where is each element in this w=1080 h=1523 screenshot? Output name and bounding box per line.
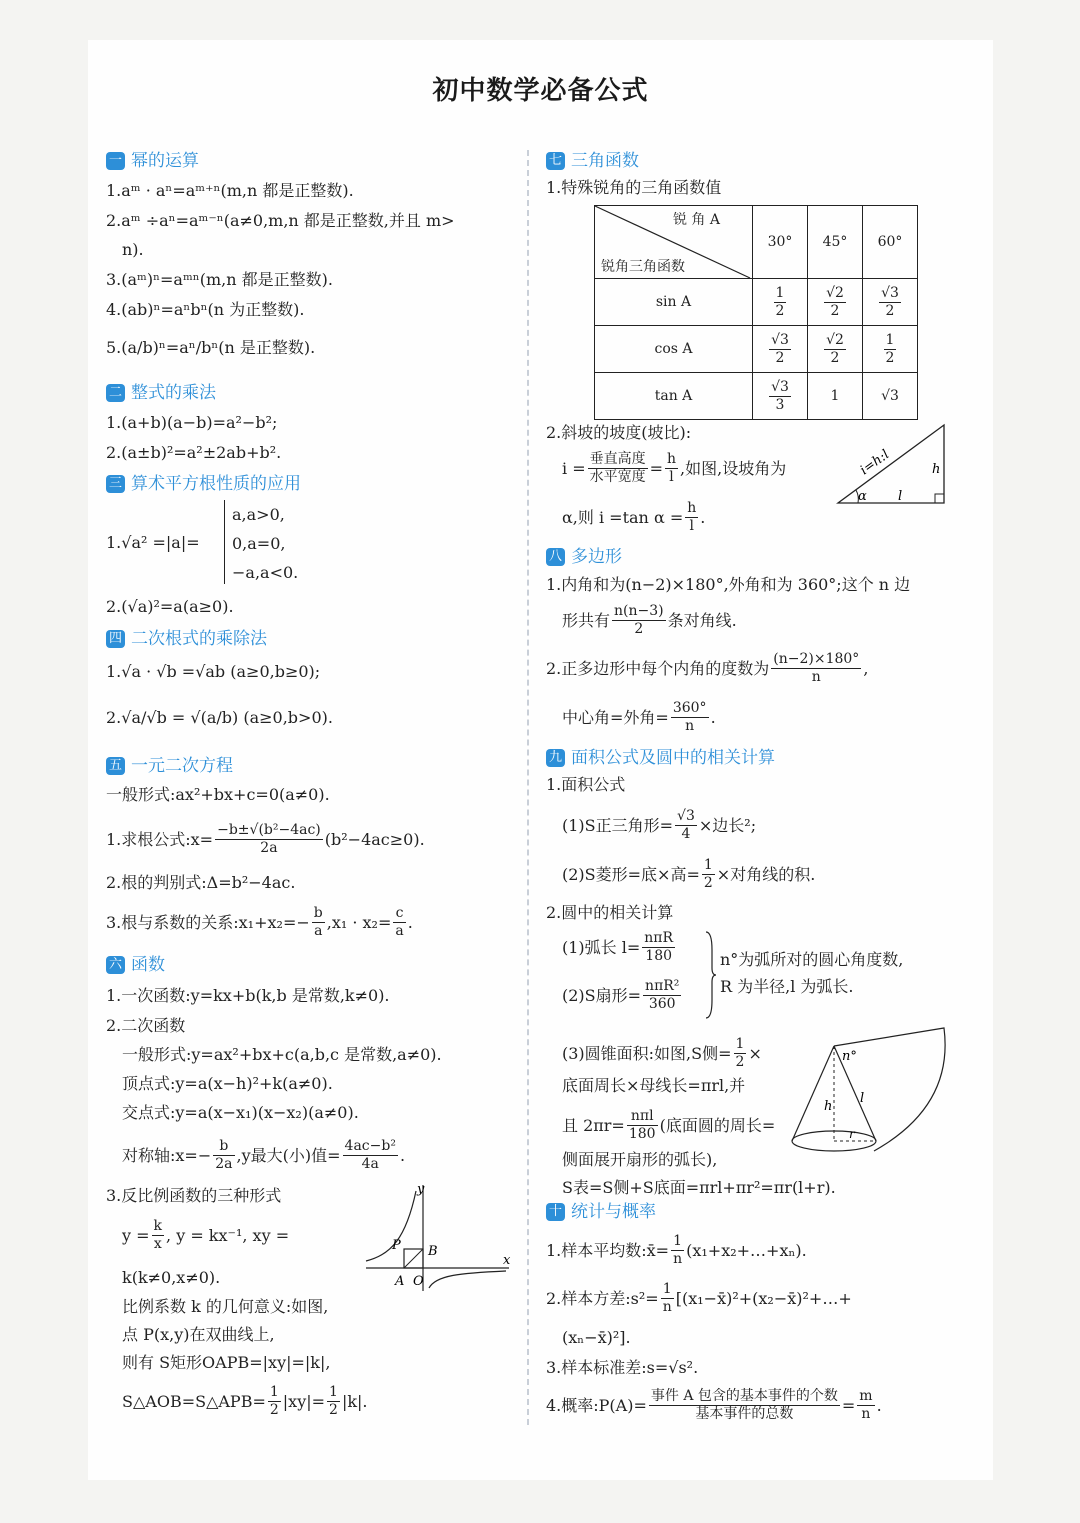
section-heading-7: [546, 148, 639, 174]
formula-text: |k|.: [341, 1391, 368, 1411]
formula-line: [546, 500, 705, 535]
fraction: [665, 451, 678, 486]
numerator: (n−2)×180°: [773, 651, 860, 667]
formula-text: |xy|=: [282, 1391, 326, 1411]
formula-line: [106, 1218, 289, 1253]
angle-header: 45°: [808, 206, 863, 279]
formula-text: 且 2πr=: [562, 1115, 625, 1135]
formula-line: [546, 700, 716, 735]
section-heading-1: [106, 148, 199, 174]
formula-line: [546, 1233, 807, 1268]
fraction: [661, 1281, 674, 1316]
fraction: [649, 1388, 840, 1423]
section-title: 统计与概率: [571, 1201, 656, 1222]
formula-line: [546, 808, 756, 843]
trig-value-table: [594, 205, 918, 420]
numerator: √2: [826, 284, 844, 301]
formula-line: 1.一次函数:y=kx+b(k,b 是常数,k≠0).: [106, 986, 390, 1005]
hyperbola-graph: [361, 1183, 511, 1293]
formula-line: [546, 451, 786, 486]
formula-text: .: [710, 707, 716, 727]
numerator: c: [393, 905, 405, 923]
cone-diagram: [784, 1026, 949, 1161]
denominator: 基本事件的总数: [695, 1406, 794, 1422]
denominator: 180: [645, 948, 673, 964]
formula-text: .: [399, 1145, 406, 1165]
hyperbola-branch-right: [429, 1271, 506, 1288]
formula-text: 条对角线.: [667, 610, 737, 630]
formula-line: 2.(√a)²=a(a≥0).: [106, 597, 234, 616]
numerator: 1: [329, 1384, 338, 1400]
page-title: 初中数学必备公式: [432, 76, 649, 106]
formula-text: ×对角线的积.: [716, 864, 816, 884]
formula-text: S△AOB=S△APB=: [122, 1391, 266, 1411]
section-heading-10: [546, 1199, 656, 1225]
angle-label: n°: [842, 1049, 857, 1064]
denominator: 2: [775, 349, 785, 366]
formula-line: S表=S侧+S底面=πrl+πr²=πr(l+r).: [562, 1178, 836, 1197]
column-divider: [527, 150, 529, 1425]
numerator: √2: [826, 331, 844, 348]
formula-text: 中心角=外角=: [562, 707, 669, 727]
denominator: 2: [830, 349, 840, 366]
denominator: l: [669, 469, 674, 485]
formula-line: 一般形式:y=ax²+bx+c(a,b,c 是常数,a≠0).: [122, 1045, 442, 1064]
numerator: 1: [775, 284, 785, 301]
formula-line: 1.内角和为(n−2)×180°,外角和为 360°;这个 n 边: [546, 575, 911, 594]
right-triangle: [838, 425, 944, 503]
denominator: 2a: [215, 1156, 233, 1172]
denominator: 2: [634, 621, 644, 637]
formula-text: .: [407, 912, 413, 932]
fraction: [857, 1388, 874, 1423]
fraction: [685, 500, 698, 535]
formula-line: [546, 930, 677, 965]
formula-text: n°为弧所对的圆心角度数,: [720, 950, 904, 969]
formula-text: ×: [748, 1043, 762, 1063]
section-number-badge: 七: [546, 152, 565, 170]
formula-text: 2.正多边形中每个内角的度数为: [546, 658, 770, 678]
formula-text: ,如图,设坡角为: [680, 458, 787, 478]
point-label-P: P: [392, 1238, 401, 1253]
table-cell: [808, 326, 863, 373]
section-title: 算术平方根性质的应用: [131, 473, 301, 494]
denominator: 2: [830, 302, 840, 319]
formula-line: 1.aᵐ · aⁿ=aᵐ⁺ⁿ(m,n 都是正整数).: [106, 181, 354, 200]
numerator: 1: [735, 1036, 745, 1052]
formula-text: i =: [562, 458, 586, 478]
formula-line: n).: [122, 240, 144, 259]
formula-text: y =: [122, 1225, 150, 1245]
numerator: √3: [677, 808, 695, 824]
formula-text: ,: [863, 658, 869, 678]
formula-text: , y = kx⁻¹, xy =: [166, 1225, 290, 1245]
fraction: [312, 905, 325, 940]
fraction: [588, 451, 648, 486]
numerator: 1: [269, 1384, 279, 1400]
formula-text: (底面圆的周长=: [659, 1115, 776, 1135]
formula-text: .: [700, 507, 706, 527]
row-header: cos A: [595, 326, 753, 373]
formula-text: (1)弧长 l=: [562, 937, 641, 957]
numerator: −b±√(b²−4ac): [217, 822, 321, 838]
denominator: n: [673, 1251, 683, 1267]
angle-label: α: [858, 489, 867, 504]
numerator: 1: [885, 331, 895, 348]
formula-text: =: [649, 458, 664, 478]
numerator: 360°: [672, 700, 707, 716]
numerator: 1: [703, 857, 713, 873]
numerator: nπR²: [645, 978, 680, 994]
formula-line: [546, 1036, 762, 1071]
denominator: 2: [735, 1054, 745, 1070]
denominator: 360: [648, 996, 676, 1012]
section-number-badge: 二: [106, 384, 125, 402]
numerator: 1: [661, 1281, 674, 1299]
formula-text: (x₁+x₂+…+xₙ).: [686, 1240, 807, 1260]
formula-text: R 为半径,l 为弧长.: [720, 977, 854, 996]
formula-line: 1.面积公式: [546, 775, 626, 794]
case-line: 0,a=0,: [232, 534, 286, 553]
numerator: nπl: [627, 1108, 658, 1126]
section-heading-2: [106, 380, 216, 406]
length-label: l: [898, 489, 903, 504]
numerator: √3: [881, 284, 899, 301]
denominator: 2: [775, 302, 785, 319]
fraction: [393, 905, 405, 940]
denominator: 2: [329, 1402, 338, 1418]
denominator: 2: [885, 302, 895, 319]
numerator: √3: [771, 331, 789, 348]
fraction: [671, 700, 709, 735]
table-cell: [753, 373, 808, 420]
formula-line: 4.(ab)ⁿ=aⁿbⁿ(n 为正整数).: [106, 300, 305, 319]
section-heading-9: [546, 745, 775, 771]
formula-line: 2.aᵐ ÷aⁿ=aᵐ⁻ⁿ(a≠0,m,n 都是正整数,并且 m>: [106, 211, 455, 230]
fraction: [642, 930, 675, 965]
section-number-badge: 三: [106, 475, 125, 493]
row-header: sin A: [595, 279, 753, 326]
formula-line: 1.√a² =|a|=: [106, 533, 200, 552]
formula-line: [546, 978, 683, 1013]
denominator: x: [153, 1236, 162, 1252]
formula-text: (1)S正三角形=: [562, 815, 674, 835]
table-cell: [808, 279, 863, 326]
formula-line: 底面周长×母线长=πrl,并: [562, 1076, 746, 1095]
numerator: √3: [771, 378, 789, 395]
formula-text: 1.样本平均数:x̄=: [546, 1240, 670, 1260]
formula-line: [546, 603, 737, 638]
numerator: m: [859, 1388, 873, 1404]
formula-text: 2.样本方差:s²=: [546, 1288, 659, 1308]
formula-line: [106, 1384, 368, 1419]
section-title: 幂的运算: [131, 150, 199, 171]
formula-text: ,y最大(小)值=: [236, 1145, 341, 1165]
denominator: 水平宽度: [589, 469, 646, 485]
point-label-B: B: [428, 1244, 438, 1259]
numerator: k: [153, 1218, 163, 1234]
formula-line: [546, 1388, 882, 1423]
point-label-A: A: [395, 1274, 405, 1289]
denominator: l: [689, 518, 694, 534]
formula-line: 比例系数 k 的几何意义:如图,: [122, 1297, 329, 1316]
fraction: [643, 978, 681, 1013]
radius-label: r: [849, 1127, 855, 1141]
formula-text: (3)圆锥面积:如图,S侧=: [562, 1043, 732, 1063]
formula-line: 交点式:y=a(x−x₁)(x−x₂)(a≠0).: [122, 1103, 359, 1122]
fraction: [213, 1138, 234, 1173]
denominator: 2: [885, 349, 895, 366]
table-cell: √3: [863, 373, 918, 420]
formula-line: 顶点式:y=a(x−h)²+k(a≠0).: [122, 1074, 333, 1093]
angle-header: 60°: [863, 206, 918, 279]
fraction: [734, 1036, 747, 1071]
formula-text: .: [876, 1395, 882, 1415]
table-cell: [863, 279, 918, 326]
angle-header: 30°: [753, 206, 808, 279]
table-cell: 1: [808, 373, 863, 420]
denominator: n: [861, 1406, 871, 1422]
numerator: h: [667, 451, 677, 467]
formula-line: 1.(a+b)(a−b)=a²−b²;: [106, 413, 278, 432]
height-label: h: [824, 1099, 833, 1114]
formula-line: [106, 905, 413, 940]
corner-top-label: 锐 角 A: [672, 212, 720, 228]
formula-line: 1.√a · √b =√ab (a≥0,b≥0);: [106, 662, 321, 681]
section-title: 三角函数: [571, 150, 639, 171]
denominator: 2: [269, 1402, 279, 1418]
corner-bottom-label: 锐角三角函数: [601, 259, 685, 276]
fraction: [152, 1218, 164, 1253]
right-angle-mark: [935, 494, 944, 503]
section-title: 二次根式的乘除法: [131, 628, 267, 649]
section-title: 面积公式及圆中的相关计算: [571, 747, 775, 768]
formula-text: α,则 i =tan α =: [562, 507, 684, 527]
cone-left-edge: [792, 1046, 834, 1141]
height-label: h: [932, 462, 941, 477]
denominator: n: [811, 669, 821, 685]
formula-line: 则有 S矩形OAPB=|xy|=|k|,: [122, 1353, 331, 1372]
formula-text: 1.求根公式:x=: [106, 829, 214, 849]
section-number-badge: 四: [106, 630, 125, 648]
formula-line: [106, 1138, 405, 1173]
numerator: 4ac−b²: [344, 1138, 396, 1154]
formula-text: ×边长²;: [698, 815, 757, 835]
formula-text: (2)S扇形=: [562, 985, 642, 1005]
section-number-badge: 八: [546, 548, 565, 566]
slope-triangle-diagram: [836, 423, 946, 505]
section-heading-5: [106, 753, 233, 779]
section-number-badge: 十: [546, 1203, 565, 1221]
formula-text: 3.根与系数的关系:x₁+x₂=−: [106, 912, 310, 932]
formula-line: 5.(a/b)ⁿ=aⁿ/bⁿ(n 是正整数).: [106, 338, 316, 357]
formula-line: 点 P(x,y)在双曲线上,: [122, 1325, 275, 1344]
formula-line: 3.反比例函数的三种形式: [106, 1186, 282, 1205]
formula-text: (2)S菱形=底×高=: [562, 864, 700, 884]
fraction: [268, 1384, 281, 1419]
formula-line: 一般形式:ax²+bx+c=0(a≠0).: [106, 785, 330, 804]
table-corner-cell: [595, 206, 753, 279]
formula-line: k(k≠0,x≠0).: [122, 1268, 221, 1287]
denominator: 4: [681, 826, 691, 842]
formula-line: 2.√a/√b = √(a/b) (a≥0,b>0).: [106, 708, 333, 727]
axis-label-x: x: [503, 1253, 511, 1268]
formula-text: 对称轴:x=−: [122, 1145, 212, 1165]
section-heading-8: [546, 544, 622, 570]
section-title: 多边形: [571, 546, 622, 567]
table-cell: [863, 326, 918, 373]
section-heading-4: [106, 626, 267, 652]
denominator: n: [662, 1299, 672, 1315]
formula-line: [546, 1281, 852, 1316]
formula-line: 2.圆中的相关计算: [546, 903, 674, 922]
section-title: 函数: [131, 954, 165, 975]
denominator: 180: [628, 1126, 656, 1142]
fraction: [702, 857, 715, 892]
section-title: 整式的乘法: [131, 382, 216, 403]
numerator: 1: [671, 1233, 684, 1251]
numerator: 事件 A 包含的基本事件的个数: [650, 1388, 838, 1404]
denominator: a: [395, 923, 404, 939]
section-number-badge: 六: [106, 956, 125, 974]
numerator: b: [313, 905, 323, 921]
formula-line: [546, 1108, 775, 1143]
section-number-badge: 九: [546, 749, 565, 767]
hyperbola-branch-left: [366, 1191, 416, 1261]
slope-ratio-label: i=h:l: [857, 447, 893, 479]
numerator: 垂直高度: [589, 451, 646, 467]
numerator: nπR: [644, 930, 674, 946]
numerator: h: [687, 500, 697, 516]
fraction: [771, 651, 861, 686]
formula-line: 2.二次函数: [106, 1016, 186, 1035]
denominator: a: [314, 923, 323, 939]
section-number-badge: 一: [106, 152, 125, 170]
right-brace: [704, 930, 716, 1020]
formula-text: 4.概率:P(A)=: [546, 1395, 647, 1415]
axis-label-y: y: [417, 1182, 425, 1197]
case-line: a,a>0,: [232, 505, 285, 524]
table-cell: [753, 326, 808, 373]
fraction: [675, 808, 697, 843]
formula-line: 2.根的判别式:Δ=b²−4ac.: [106, 873, 296, 892]
fraction: [612, 603, 666, 638]
case-line: −a,a<0.: [232, 563, 299, 582]
numerator: b: [213, 1138, 234, 1156]
formula-line: 2.斜坡的坡度(坡比):: [546, 423, 692, 442]
denominator: 4a: [361, 1156, 379, 1172]
formula-line: 3.(aᵐ)ⁿ=aᵐⁿ(m,n 都是正整数).: [106, 270, 333, 289]
section-heading-6: [106, 952, 165, 978]
slant-label: l: [860, 1091, 865, 1106]
fraction: [343, 1138, 398, 1173]
section-number-badge: 五: [106, 757, 125, 775]
fraction: [327, 1384, 340, 1419]
point-label-O: O: [413, 1274, 424, 1289]
formula-text: 形共有: [562, 610, 611, 630]
table-cell: [753, 279, 808, 326]
numerator: n(n−3): [614, 603, 664, 619]
formula-text: ,x₁ · x₂=: [326, 912, 392, 932]
formula-line: [546, 857, 815, 892]
denominator: 2: [703, 875, 713, 891]
formula-line: [106, 822, 425, 857]
denominator: n: [685, 718, 695, 734]
fraction: [215, 822, 323, 857]
formula-line: 1.特殊锐角的三角函数值: [546, 178, 722, 197]
fraction: [671, 1233, 684, 1268]
formula-text: =: [841, 1395, 856, 1415]
section-heading-3: [106, 471, 301, 497]
denominator: 3: [775, 396, 785, 413]
formula-line: [546, 651, 868, 686]
diagonal: [404, 1249, 423, 1268]
formula-text: [(x₁−x̄)²+(x₂−x̄)²+…+: [675, 1288, 852, 1308]
row-header: tan A: [595, 373, 753, 420]
formula-line: 侧面展开扇形的弧长),: [562, 1150, 718, 1169]
section-title: 一元二次方程: [131, 755, 233, 776]
denominator: 2a: [260, 840, 278, 856]
formula-line: 3.样本标准差:s=√s².: [546, 1358, 699, 1377]
fraction: [627, 1108, 658, 1143]
formula-text: (b²−4ac≥0).: [324, 829, 425, 849]
formula-line: 2.(a±b)²=a²±2ab+b².: [106, 443, 282, 462]
formula-line: (xₙ−x̄)²].: [562, 1328, 631, 1347]
